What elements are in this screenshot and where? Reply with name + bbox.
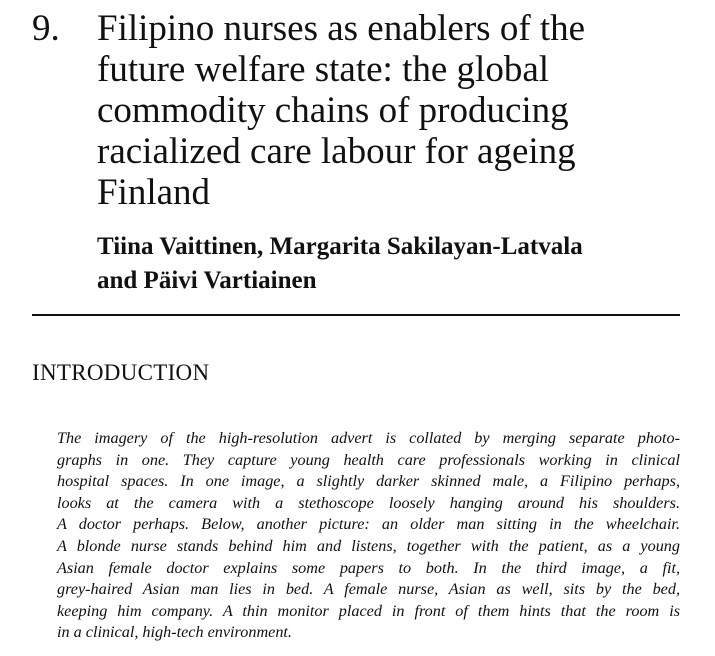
title-line: commodity chains of producing (97, 90, 569, 131)
quote-line: A blonde nurse stands behind him and listens, together with the patient, as a young (57, 536, 680, 555)
title-line: future welfare state: the global (97, 49, 550, 90)
section-heading: INTRODUCTION (32, 360, 210, 385)
chapter-title (97, 8, 697, 213)
block-quote (57, 428, 680, 644)
quote-line: keeping him company. A thin monitor placed in front of them hints that the room is (57, 601, 680, 620)
title-line: Filipino nurses as enablers of the (97, 8, 586, 49)
quote-line: hospital spaces. In one image, a slightly darker skinned male, a Filipino perhaps, (57, 472, 680, 491)
title-line: Finland (97, 172, 211, 213)
author-line: and Päivi Vartiainen (97, 267, 317, 294)
quote-line: graphs in one. They capture young health care professionals working in clinical (57, 450, 680, 469)
quote-line: looks at the camera with a stethoscope loosely hanging around his shoulders. (57, 493, 680, 512)
quote-line: The imagery of the high-resolution advert is collated by merging separate photo- (57, 429, 680, 447)
authors (97, 230, 583, 298)
quote-line: A doctor perhaps. Below, another picture: an older man sitting in the wheelchair. (57, 515, 680, 534)
author-line: Tiina Vaittinen, Margarita Sakilayan-Latvala (97, 233, 583, 260)
title-line: racialized care labour for ageing (97, 131, 576, 172)
quote-line: Asian female doctor explains some papers to both. In the third image, a fit, (57, 558, 680, 577)
divider (32, 314, 680, 316)
quote-line: grey-haired Asian man lies in bed. A female nurse, Asian as well, sits by the bed, (57, 580, 680, 599)
chapter-number: 9. (32, 8, 60, 49)
quote-line: in a clinical, high-tech environment. (57, 623, 292, 642)
